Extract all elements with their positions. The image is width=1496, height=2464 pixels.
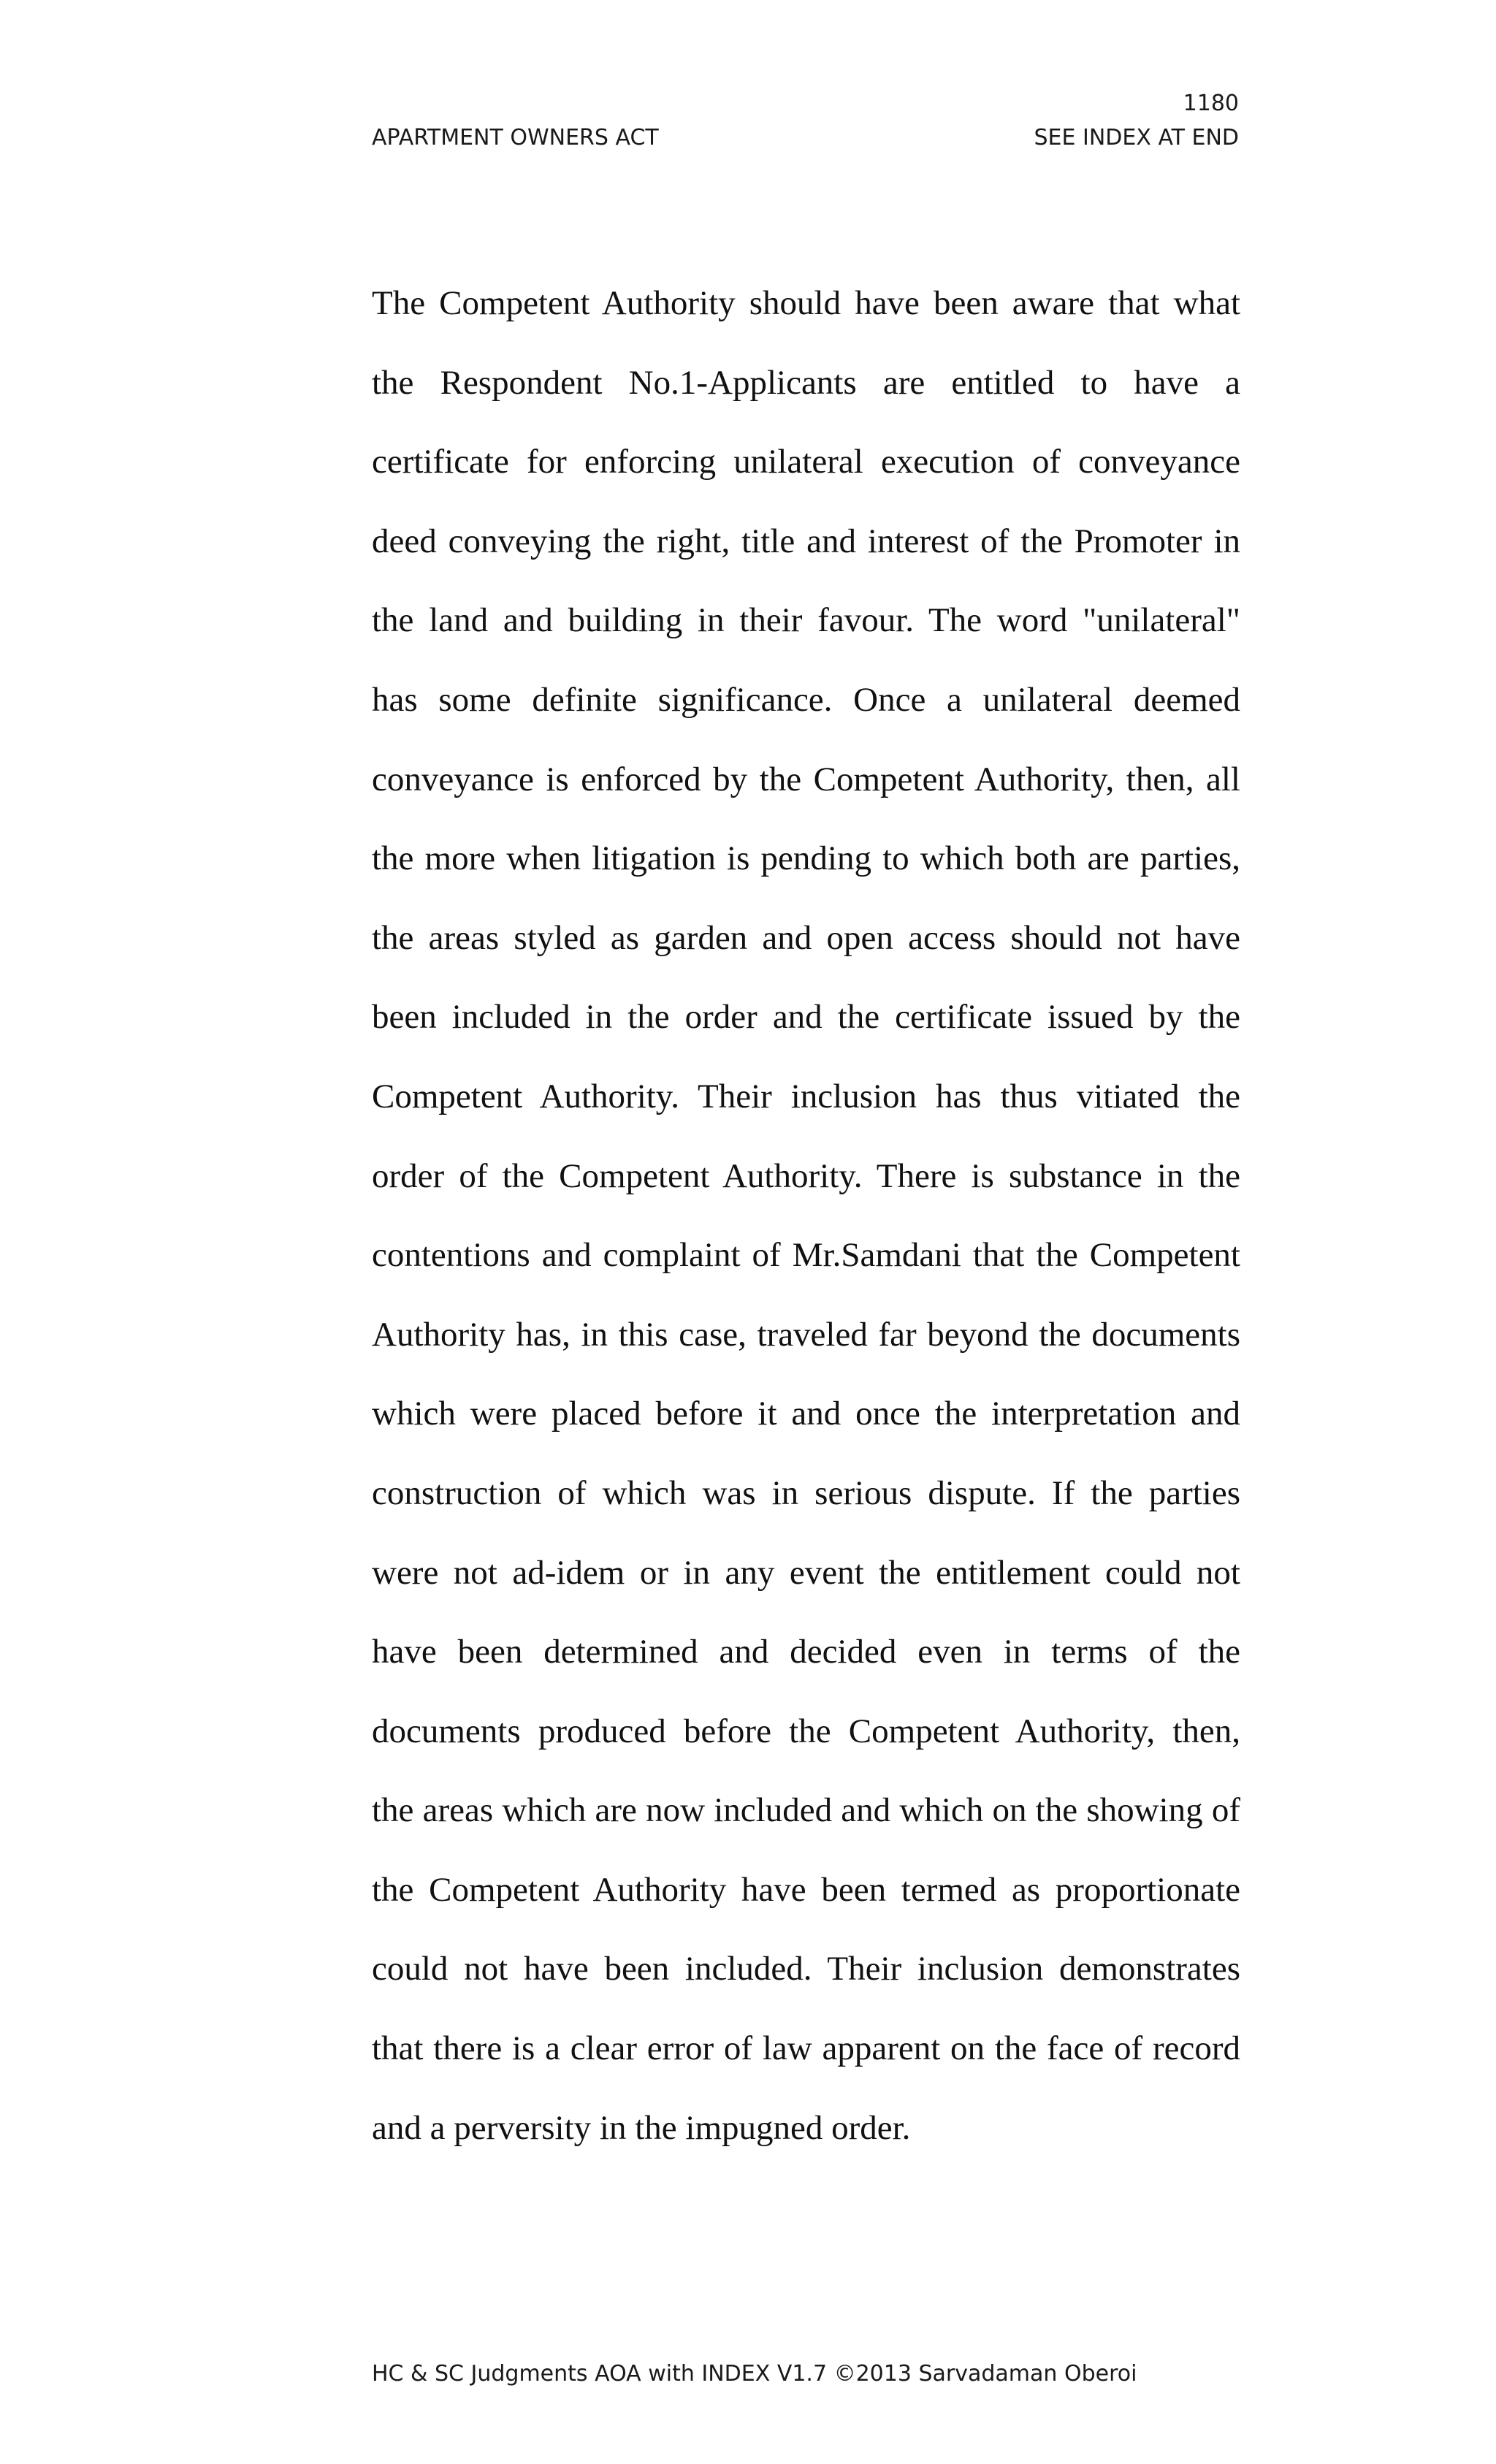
text-line: construction of which was in serious dispute. If the parties [372,1473,1240,1512]
index-reference: SEE INDEX AT END [1034,125,1239,150]
text-line: which were placed before it and once the interpretation and [372,1395,1240,1433]
text-line: could not have been included. Their inclusion demonstrates [372,1950,1240,1988]
text-line: were not ad-idem or in any event the entitlement could not [372,1553,1240,1592]
running-title: APARTMENT OWNERS ACT [372,125,659,150]
text-line: have been determined and decided even in terms of the [372,1633,1240,1671]
text-line: The Competent Authority should have been aware that what [372,284,1240,322]
text-line: Authority has, in this case, traveled far beyond the documents [372,1315,1240,1354]
page-number: 1180 [1183,91,1239,116]
text-line: been included in the order and the certificate issued by the [372,998,1240,1037]
text-line: order of the Competent Authority. There is substance in the [372,1156,1240,1195]
text-line: Competent Authority. Their inclusion has thus vitiated the [372,1077,1240,1115]
page-footer: HC & SC Judgments AOA with INDEX V1.7 ©2013 Sarvadaman Oberoi [372,2361,1137,2387]
text-line: the land and building in their favour. The word "unilateral" [372,601,1240,640]
text-line: certificate for enforcing unilateral execution of conveyance [372,443,1240,481]
text-line: that there is a clear error of law apparent on the face of record [372,2029,1240,2068]
text-line: contentions and complaint of Mr.Samdani that the Competent [372,1236,1240,1275]
text-line: documents produced before the Competent Authority, then, [372,1712,1240,1750]
text-line: conveyance is enforced by the Competent Authority, then, all [372,760,1240,798]
text-line: deed conveying the right, title and interest of the Promoter in [372,522,1240,560]
text-line: the Respondent No.1-Applicants are entitled to have a [372,363,1240,402]
text-line: the areas styled as garden and open access should not have [372,918,1240,957]
text-line: the Competent Authority have been termed as proportionate [372,1870,1240,1909]
text-line: the areas which are now included and which on the showing of [372,1791,1240,1830]
body-paragraph [372,264,1240,2167]
text-line: the more when litigation is pending to which both are parties, [372,839,1240,878]
text-line: and a perversity in the impugned order. [372,2108,911,2147]
text-line: has some definite significance. Once a unilateral deemed [372,680,1240,719]
